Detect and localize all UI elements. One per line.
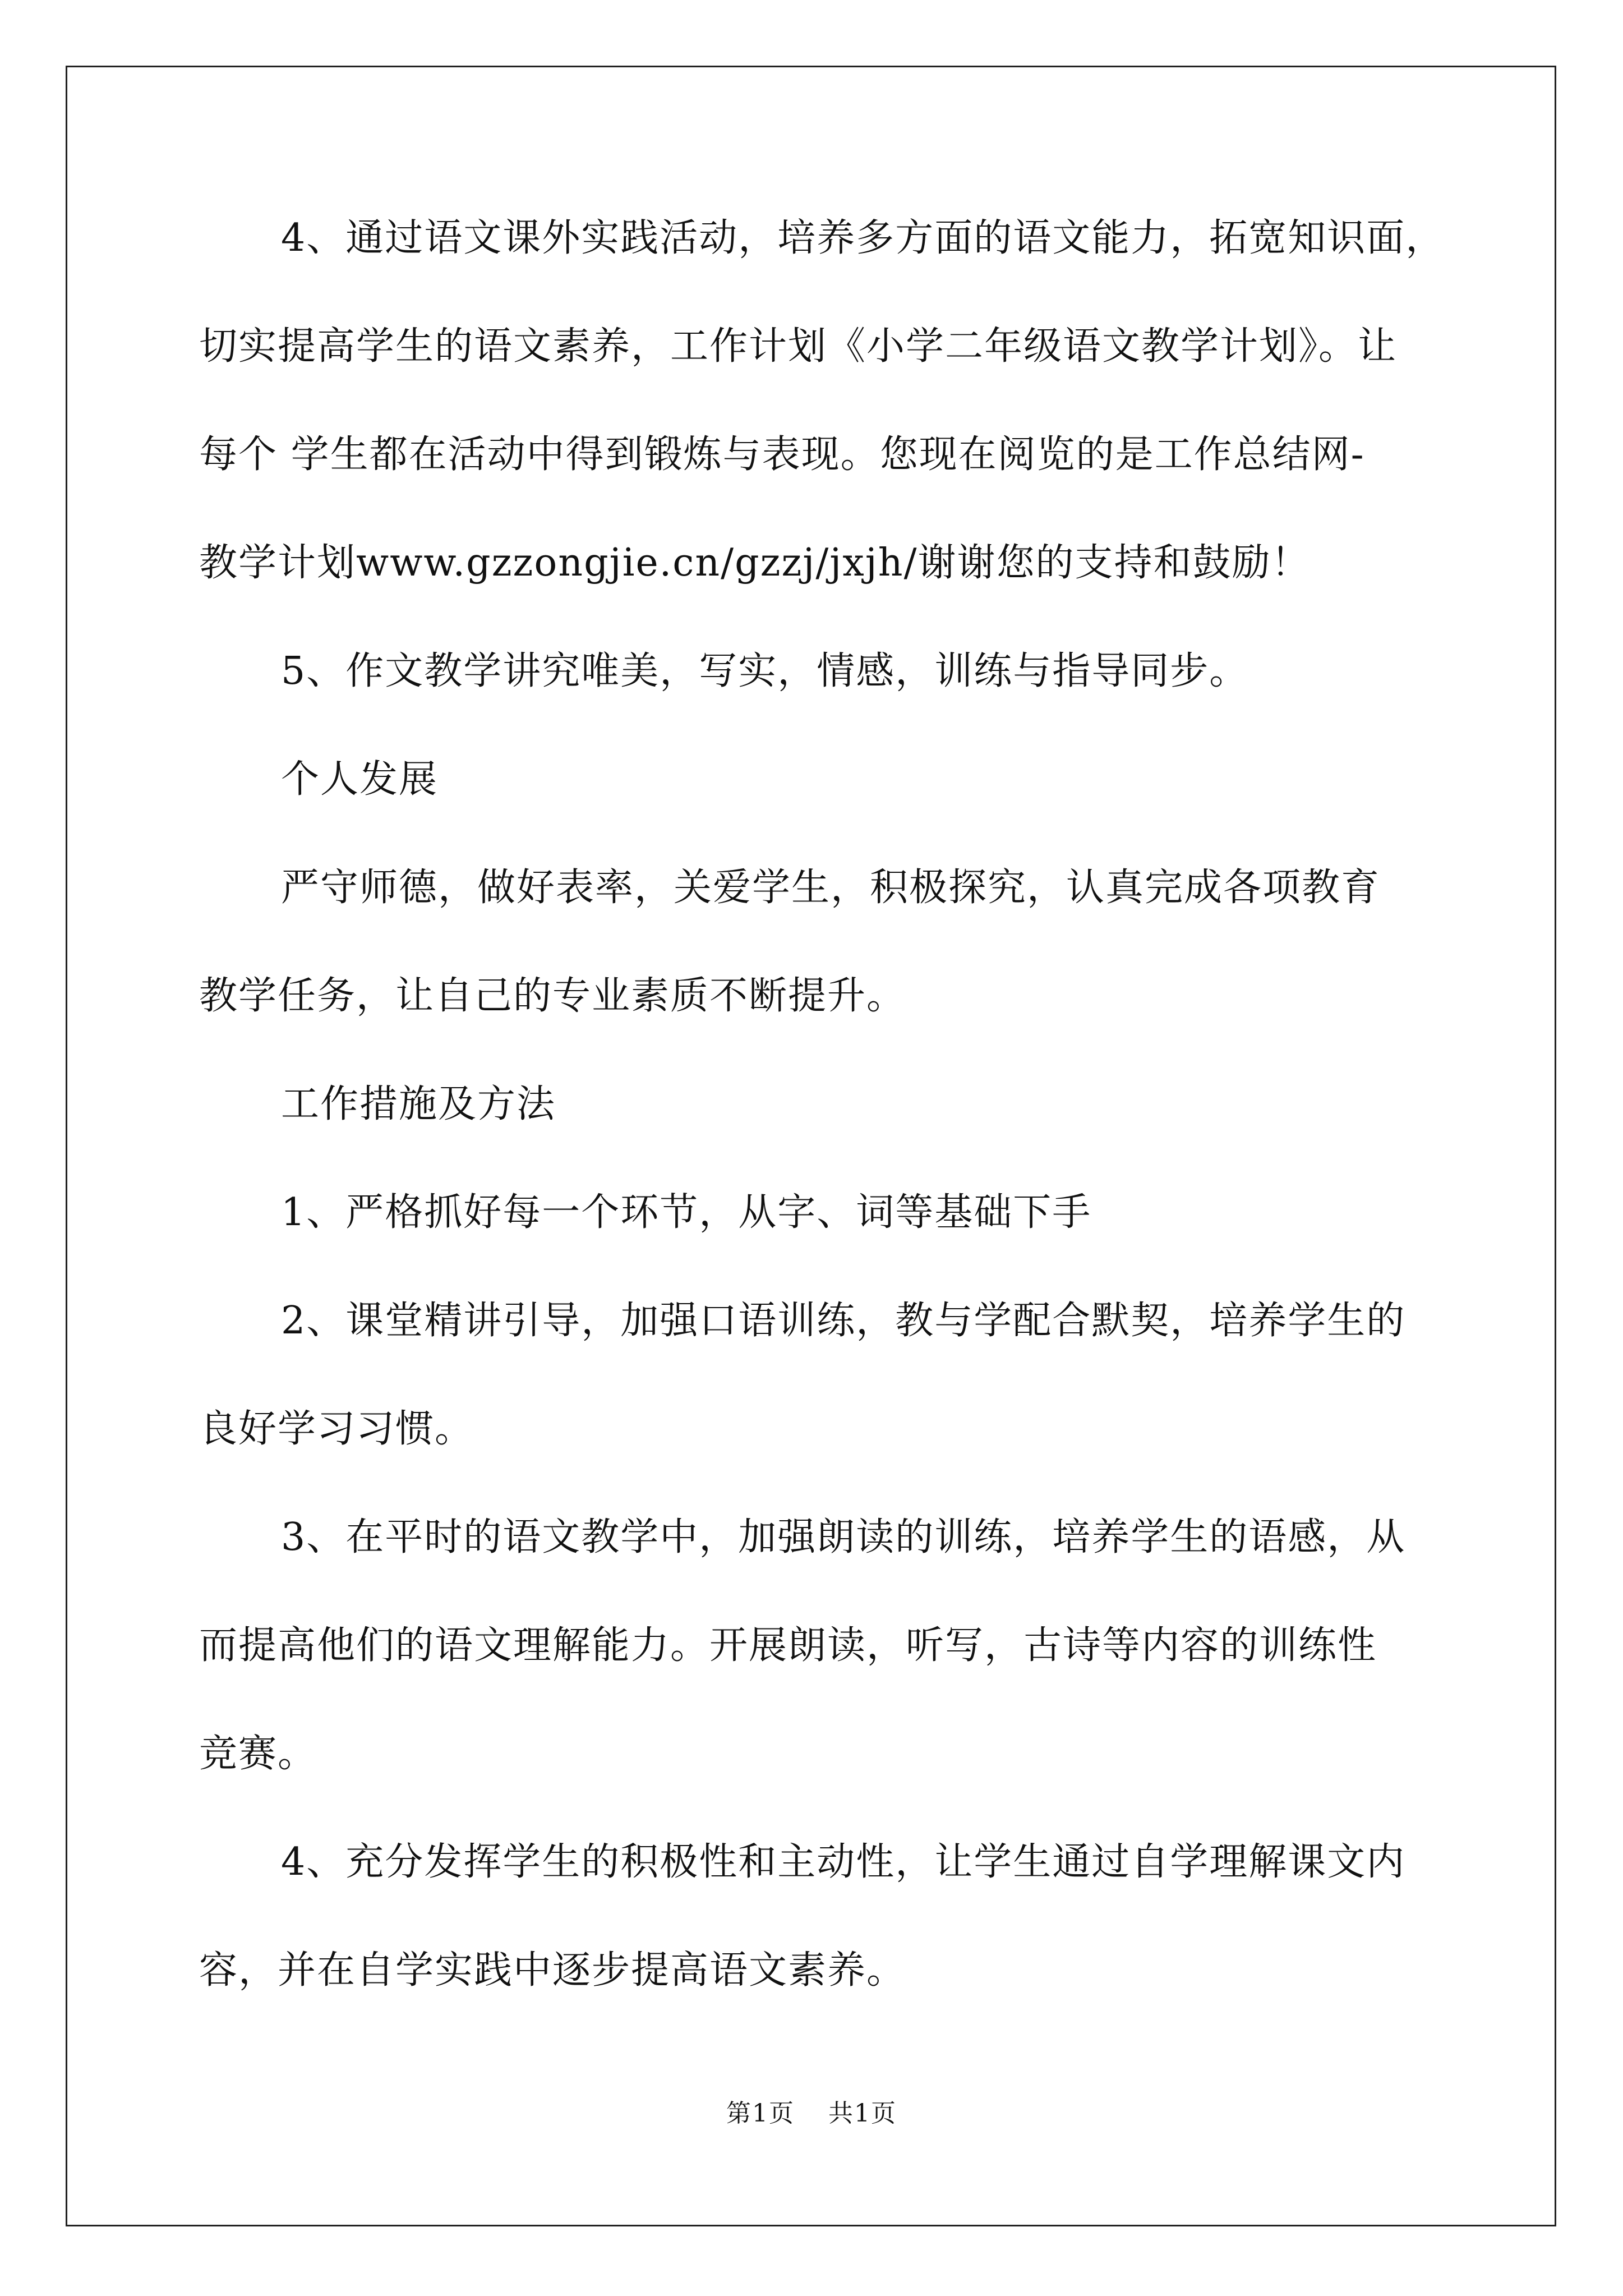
paragraph-line: 1、严格抓好每一个环节，从字、词等基础下手	[281, 1190, 1092, 1235]
paragraph-line: 而提高他们的语文理解能力。开展朗读，听写，古诗等内容的训练性	[199, 1623, 1377, 1668]
paragraph-line: 切实提高学生的语文素养，工作计划《小学二年级语文教学计划》。让	[199, 324, 1398, 369]
section-heading: 工作措施及方法	[281, 1082, 556, 1126]
page-footer	[0, 2097, 1623, 2131]
paragraph-line: 3、在平时的语文教学中，加强朗读的训练，培养学生的语感，从	[281, 1515, 1406, 1559]
page-border	[66, 66, 1556, 2226]
paragraph-line: 2、课堂精讲引导，加强口语训练，教与学配合默契，培养学生的	[281, 1299, 1406, 1343]
page-number: 第1页	[726, 2099, 795, 2128]
paragraph-line: 容，并在自学实践中逐步提高语文素养。	[199, 1948, 906, 1993]
paragraph-line: 4、充分发挥学生的积极性和主动性，让学生通过自学理解课文内	[281, 1840, 1406, 1884]
paragraph-line: 4、通过语文课外实践活动，培养多方面的语文能力，拓宽知识面，	[281, 216, 1445, 260]
page-total: 共1页	[828, 2099, 897, 2128]
paragraph-line: 良好学习习惯。	[199, 1407, 474, 1451]
paragraph-line: 教学任务，让自己的专业素质不断提升。	[199, 974, 906, 1018]
paragraph-line: 严守师德，做好表率，关爱学生，积极探究，认真完成各项教育	[281, 866, 1381, 910]
paragraph-line: 竞赛。	[199, 1732, 317, 1776]
section-heading: 个人发展	[281, 757, 439, 802]
paragraph-line: 5、作文教学讲究唯美，写实，情感，训练与指导同步。	[281, 649, 1249, 693]
paragraph-line: 每个 学生都在活动中得到锻炼与表现。您现在阅览的是工作总结网-	[199, 432, 1365, 477]
paragraph-line: 教学计划www.gzzongjie.cn/gzzj/jxjh/谢谢您的支持和鼓励！	[199, 541, 1311, 585]
